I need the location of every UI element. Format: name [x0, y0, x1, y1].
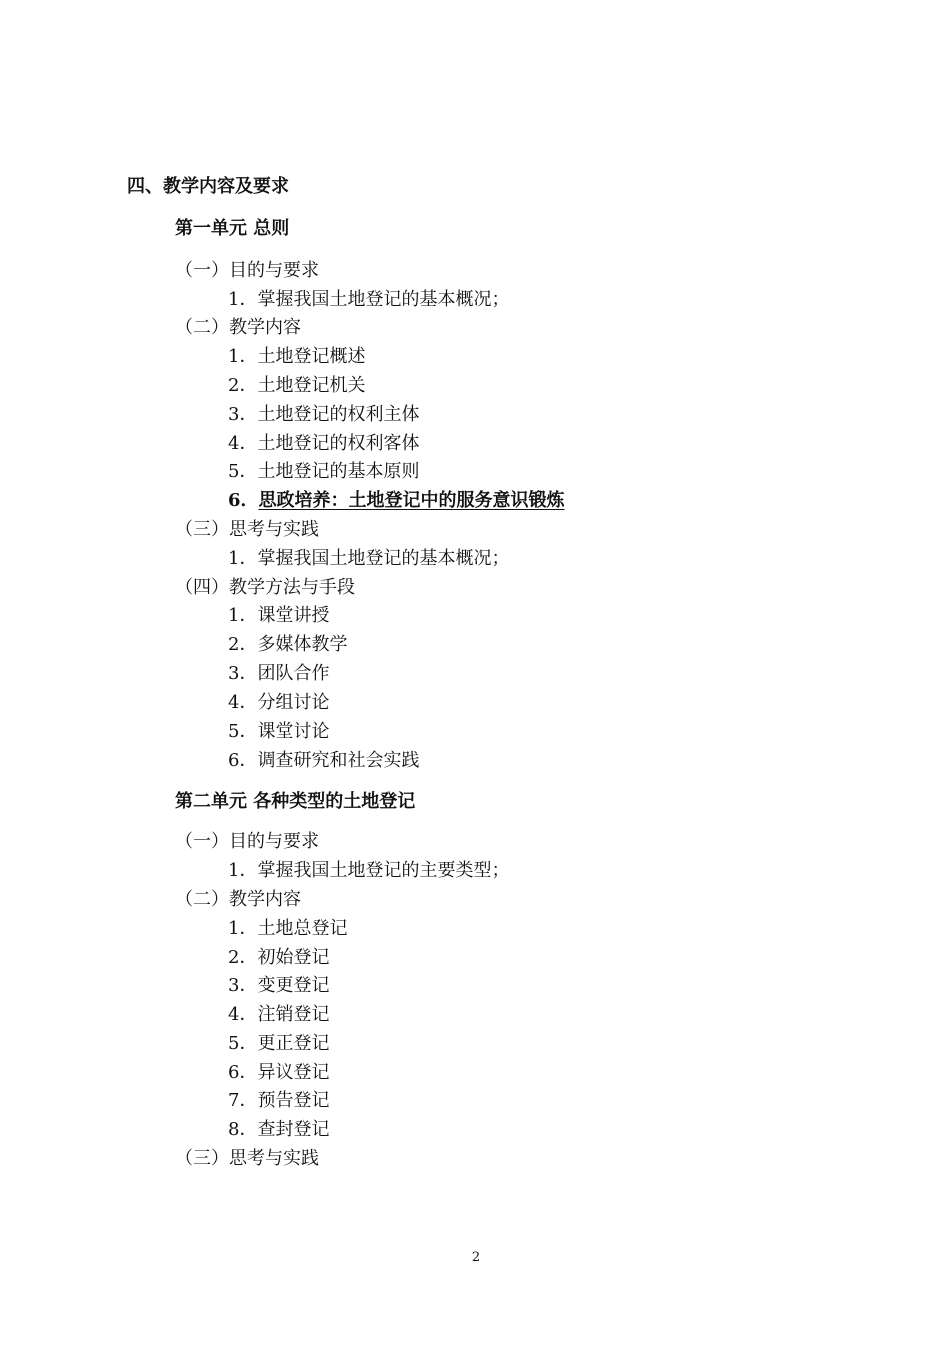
unit-1-subheading-methods: （四）教学方法与手段	[175, 577, 355, 598]
list-item: 2．初始登记	[228, 947, 330, 968]
list-item: 1．土地登记概述	[228, 346, 366, 367]
list-item: 8．查封登记	[228, 1119, 330, 1140]
unit-2-subheading-objectives: （一）目的与要求	[175, 831, 319, 852]
list-item: 7．预告登记	[228, 1090, 330, 1111]
list-item: 5．土地登记的基本原则	[228, 461, 420, 482]
highlight-text: 思政培养：土地登记中的服务意识锻炼	[258, 490, 565, 511]
list-item: 6．异议登记	[228, 1062, 330, 1083]
list-item: 1．土地总登记	[228, 918, 348, 939]
section-heading: 四、教学内容及要求	[127, 176, 289, 197]
unit-2-subheading-content: （二）教学内容	[175, 889, 301, 910]
list-item: 3．土地登记的权利主体	[228, 404, 420, 425]
list-item: 5．更正登记	[228, 1033, 330, 1054]
unit-1-subheading-objectives: （一）目的与要求	[175, 260, 319, 281]
list-item: 4．注销登记	[228, 1004, 330, 1025]
unit-2-subheading-practice: （三）思考与实践	[175, 1148, 319, 1169]
list-item: 3．团队合作	[228, 663, 330, 684]
unit-1-title: 第一单元 总则	[175, 218, 290, 239]
list-item: 1．掌握我国土地登记的基本概况；	[228, 289, 510, 310]
list-item: 2．土地登记机关	[228, 375, 366, 396]
list-item: 2．多媒体教学	[228, 634, 348, 655]
list-item: 4．土地登记的权利客体	[228, 433, 420, 454]
list-item: 6．调查研究和社会实践	[228, 750, 420, 771]
unit-1-subheading-practice: （三）思考与实践	[175, 519, 319, 540]
list-item: 1．掌握我国土地登记的主要类型；	[228, 860, 510, 881]
list-item: 4．分组讨论	[228, 692, 330, 713]
list-item: 1．课堂讲授	[228, 605, 330, 626]
list-item-highlighted	[228, 486, 565, 512]
unit-1-subheading-content: （二）教学内容	[175, 317, 301, 338]
page-number: 2	[471, 1250, 481, 1265]
list-item: 5．课堂讨论	[228, 721, 330, 742]
highlight-number: 6．	[228, 490, 259, 511]
unit-2-title: 第二单元 各种类型的土地登记	[175, 791, 416, 812]
list-item: 3．变更登记	[228, 975, 330, 996]
list-item: 1．掌握我国土地登记的基本概况；	[228, 548, 510, 569]
